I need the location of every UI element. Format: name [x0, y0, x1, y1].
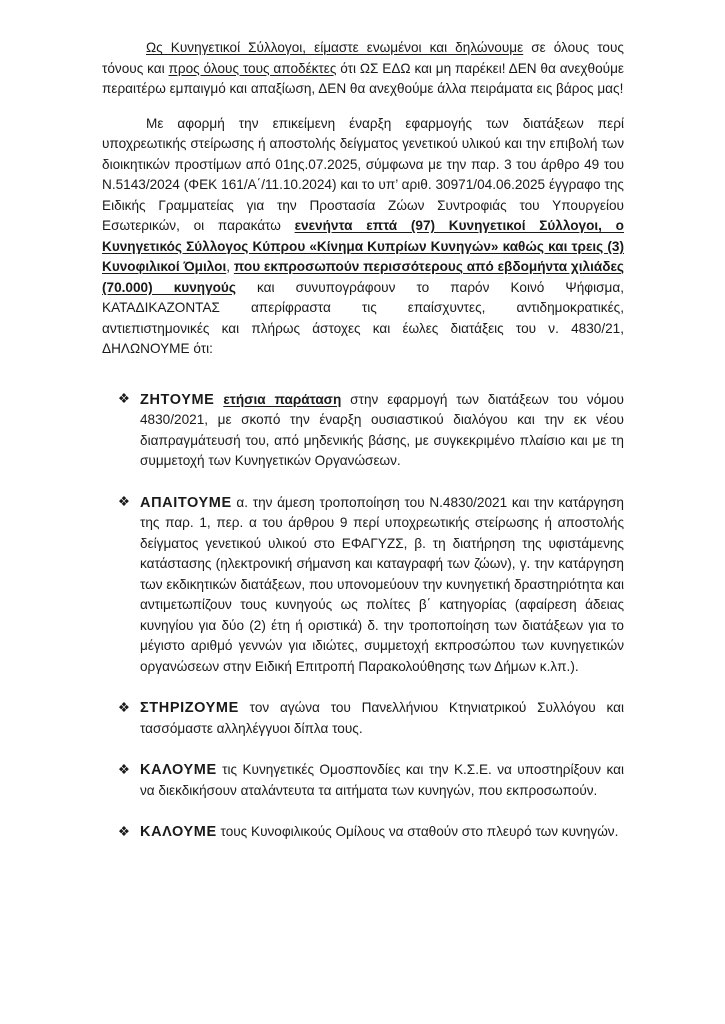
demand-item: [118, 493, 624, 678]
main-text: Με αφορμή την επικείμενη έναρξη εφαρμογής των διατάξεων περί υποχρεωτικής στείρωσης ή αποστολής δείγματος γενετικού υλικού και την επιβολή των διοικητικών προστίμων από 01ης.07.2025, σύμφωνα με την παρ. 3 του άρθρο 49 του Ν.5143/2024 (ΦΕΚ 161/Α΄/11.10.2024) και το υπ’ αριθ. 30971/04.06.2025 έγγραφο της Ειδικής Γραμματείας για την Προστασία Ζώων Συντροφιάς του Υπουργείου Εσωτερικών, οι παρακάτω: [102, 115, 624, 233]
diamond-bullet-icon: ❖: [117, 494, 131, 510]
demand-lead: ΚΑΛΟΥΜΕ: [140, 824, 217, 840]
demand-emphasis: ετήσια παράταση: [223, 391, 342, 407]
demand-text: α. την άμεση τροποποίηση του Ν.4830/2021 και την κατάργηση της παρ. 1, περ. α του άρθρου 9 περί υποχρεωτικής στείρωσης ή αποστολής δείγματος γενετικού υλικού στο ΕΦΑΓΥΖΣ, β. τη διατήρηση της υφιστάμενης κατάστασης (ηλεκτρονική σήμανση και καταγραφή των ζώων), γ. την κατάργηση των εκδικητικών διατάξεων, που υπονομεύουν την κυνηγετική δραστηριότητα και αντιμετωπίζουν τους κυνηγούς ως πολίτες β΄ κατηγορίας (αφαίρεση άδειας κυνηγίου για δύο (2) έτη ή οριστικά) δ. την τροποποίηση των διατάξεων για το μέγιστο αριθμό γεννών για ιδιώτες, συμμετοχή εκπροσώπου των κυνηγετικών οργανώσεων στην Ειδική Επιτροπή Παρακολούθησης των Δήμων κ.λπ.).: [140, 494, 624, 674]
demand-item: [118, 760, 624, 801]
diamond-bullet-icon: ❖: [117, 391, 131, 407]
demand-item: [118, 698, 624, 739]
demand-lead: ΣΤΗΡΙΖΟΥΜΕ: [140, 700, 239, 716]
demand-lead: ΚΑΛΟΥΜΕ: [140, 762, 217, 778]
intro-paragraph: [102, 38, 624, 100]
diamond-bullet-icon: ❖: [117, 823, 131, 839]
main-separator: ,: [226, 259, 234, 274]
intro-underlined-statement: Ως Κυνηγετικοί Σύλλογοι, είμαστε ενωμένοι και δηλώνουμε: [146, 40, 524, 55]
demand-text: τους Κυνοφιλικούς Ομίλους να σταθούν στο πλευρό των κυνηγών.: [216, 824, 619, 839]
intro-underlined-recipients: προς όλους τους αποδέκτες: [168, 60, 337, 76]
main-text-continued: και συνυπογράφουν το παρόν Κοινό Ψήφισμα, ΚΑΤΑΔΙΚΑΖΟΝΤΑΣ απερίφραστα τις επαίσχυντες, αντιδημοκρατικές, αντιεπιστημονικές και πλήρως άστοχες και έωλες διατάξεις του ν. 4830/21, ΔΗΛΩΝΟΥΜΕ ότι:: [102, 279, 625, 356]
main-paragraph: [102, 114, 624, 360]
demand-text: τον αγώνα του Πανελλήνιου Κτηνιατρικού Συλλόγου και τασσόμαστε αλληλέγγυοι δίπλα τους.: [140, 700, 624, 736]
document-body: [102, 38, 624, 843]
intro-text: σε όλους τους τόνους και: [102, 40, 624, 76]
diamond-bullet-icon: ❖: [117, 761, 131, 777]
demand-text: στην εφαρμογή των διατάξεων του νόμου 4830/2021, με σκοπό την έναρξη ουσιαστικού διαλόγου και την εκ νέου διαπραγμάτευσή του, από μηδενικής βάσης, με συγκεκριμένο πλαίσιο και με τη συμμετοχή των Κυνηγετικών Οργανώσεων.: [140, 391, 624, 468]
demand-item: [118, 822, 624, 843]
demands-list: [102, 390, 624, 843]
demand-lead: ΑΠΑΙΤΟΥΜΕ: [140, 494, 232, 511]
demand-lead: ΖΗΤΟΥΜΕ: [140, 391, 215, 408]
diamond-bullet-icon: ❖: [117, 699, 131, 715]
demand-item: [118, 390, 624, 472]
intro-text-continued: ότι ΩΣ ΕΔΩ και μη παρέκει! ΔΕΝ θα ανεχθούμε περαιτέρω εμπαιγμό και απαξίωση, ΔΕΝ θα ανεχθούμε άλλα πειράματα εις βάρος μας!: [102, 60, 624, 96]
demand-text: τις Κυνηγετικές Ομοσπονδίες και την Κ.Σ.Ε. να υποστηρίξουν και να διεκδικήσουν αταλάντευτα τα αιτήματα των κυνηγών, που εκπροσωπούν.: [140, 762, 624, 798]
hunters-count-emphasis: που εκπροσωπούν περισσότερους από εβδομήντα χιλιάδες (70.000) κυνηγούς: [102, 259, 624, 295]
signatories-emphasis: ενενήντα επτά (97) Κυνηγετικοί Σύλλογοι, ο Κυνηγετικός Σύλλογος Κύπρου «Κίνημα Κυπρίων Κυνηγών» καθώς και τρεις (3) Κυνοφιλικοί Όμιλοι: [102, 218, 624, 274]
